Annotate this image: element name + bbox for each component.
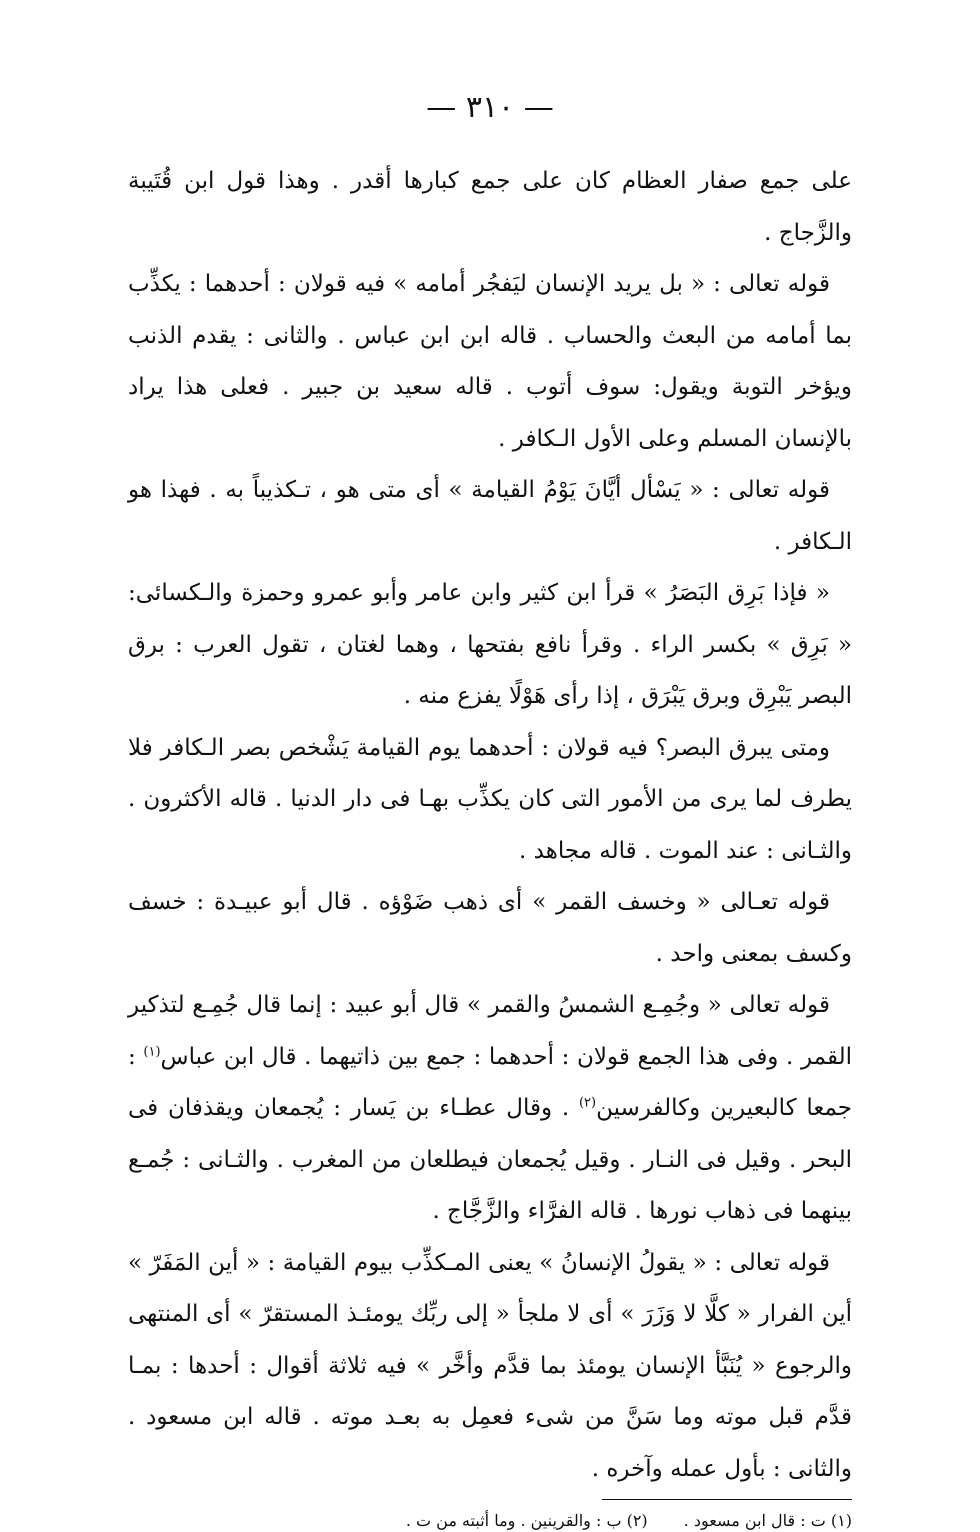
paragraph-text: : جمعا كالبعيرين [128,1043,852,1121]
paragraph: قوله تعالى : « يقولُ الإنسانُ » يعنى المـكذِّب بيوم القيامة : « أين المَفَرّ » أين الفرار « كلَّا لا وَزَرَ » أى لا ملجأ « إلى ربِّك يومئـذ المستقرّ » أى المنتهى والرجوع « يُنَبَّأ الإنسان يومئذ بما قدَّم وأخَّر » فيه ثلاثة أقوال : أحدها : بمـا قدَّم قبل موته وما سَنَّ من شىء فعمِل به بعـد موته . قاله ابن مسعود . والثانى : بأول عمله وآخره . [128,1249,852,1482]
paragraph: قوله تعالى : « بل يريد الإنسان ليَفجُر أمامه » فيه قولان : أحدهما : يكذِّب بما أمامه من البعث والحساب . قاله ابن ابن عباس . والثانى : يقدم الذنب ويؤخر التوبة ويقول: سوف أتوب . قاله سعيد بن جبير . فعلى هذا يراد بالإنسان المسلم وعلى الأول الـكافر . [128,271,852,452]
footnotes [128,1510,852,1532]
paragraph-text: وقيل يُجمعان فيطلعان من المغرب . والثـانى : جُمـع بينهما فى ذهاب نورها . قاله الفرَّاء والزَّجَّاج . [128,1146,852,1224]
footnote: (٢) ب : والقرينين . وما أثبته من ت . [405,1511,648,1530]
paragraph: قوله تعالى : « يَسْأل أيَّانَ يَوْمُ القيامة » أى متى هو ، تـكذيباً به . فهذا هو الـكافر . [128,477,852,555]
paragraph-with-footnotes [128,980,852,1238]
footnote-mark: (٢) [578,1095,597,1111]
paragraph-text: قوله تعالى « وجُمِـع الشمسُ والقمر » قال أبو عبيد : إنما قال جُمِـع لتذكير القمر . وفى هذا الجمع قولان : أحدهما : جمع بين ذاتيهما . قال ابن عباس [128,992,853,1070]
paragraph: « فإذا بَرِق البَصَرُ » قرأ ابن كثير وابن عامر وأبو عمرو وحمزة والـكسائى: « بَرِق » بكسر الراء . وقرأ نافع بفتحها ، وهما لغتان ، تقول العرب : برق البصر يَبْرِق وبرق يَبْرَق ، إذا رأى هَوْلًا يفزع منه . [128,580,852,709]
paragraph: ومتى يبرق البصر؟ فيه قولان : أحدهما يوم القيامة يَشْخص بصر الـكافر فلا يطرف لما يرى من الأمور التى كان يكذِّب بهـا فى دار الدنيا . قاله الأكثرون . والثـانى : عند الموت . قاله مجاهد . [128,734,852,864]
body-text [128,156,852,1495]
paragraph-text: وكالفرسين [596,1095,701,1121]
paragraph-text: . وقال عطـاء بن يَسار : يُجمعان ويقذفان فى البحر . وقيل فى النـار . [128,1095,852,1173]
page-number: — ٣١٠ — [426,90,554,125]
footnote: (١) ت : قال ابن مسعود . [683,1511,852,1530]
paragraph: على جمع صفار العظام كان على جمع كبارها أقدر . وهذا قول ابن قُتَيبة والزَّجاج . [128,168,852,246]
paragraph: قوله تعـالى « وخسف القمر » أى ذهب ضَوْؤه . قال أبو عبيـدة : خسف وكسف بمعنى واحد . [128,889,852,967]
footnote-divider [602,1499,852,1500]
footnote-mark: (١) [143,1043,161,1059]
